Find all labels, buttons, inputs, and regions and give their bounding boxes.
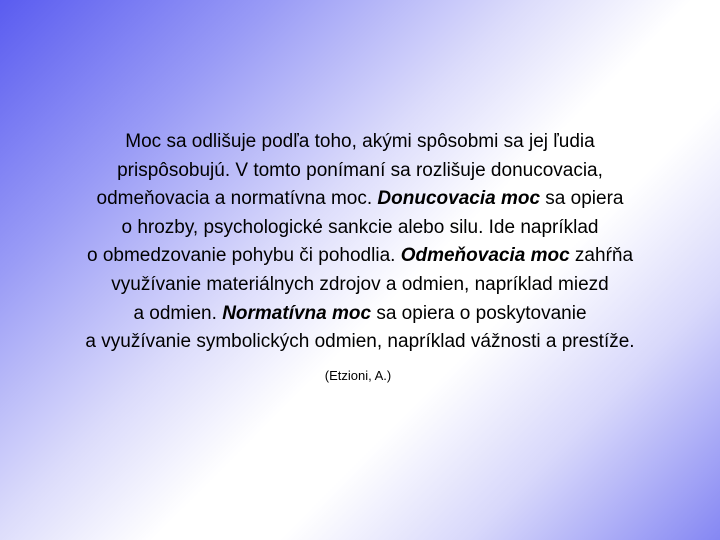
emphasized-term: Normatívna moc xyxy=(222,302,372,324)
main-paragraph xyxy=(30,128,690,357)
text-segment: a využívanie symbolických odmien, napríklad vážnosti a prestíže. xyxy=(85,331,635,353)
text-segment: sa opiera xyxy=(540,188,624,210)
text-segment: a odmien. xyxy=(133,302,223,324)
paragraph-line xyxy=(87,245,633,266)
paragraph-line xyxy=(121,217,598,238)
paragraph-line xyxy=(85,331,634,352)
paragraph-line xyxy=(125,131,594,152)
text-segment: odmeňovacia a normatívna moc. xyxy=(96,188,378,210)
emphasized-term: Donucovacia moc xyxy=(377,188,541,210)
text-segment: Moc sa odlišuje podľa toho, akými spôsobmi sa jej ľudia xyxy=(125,131,595,152)
citation: (Etzioni, A.) xyxy=(324,368,392,383)
text-segment: sa opiera o poskytovanie xyxy=(371,302,587,324)
paragraph-line xyxy=(133,303,586,324)
paragraph-line xyxy=(111,274,608,295)
text-segment: zahŕňa xyxy=(569,245,634,267)
text-segment: prispôsobujú. V tomto ponímaní sa rozlišuje donucovacia, xyxy=(117,159,603,181)
text-segment: využívanie materiálnych zdrojov a odmien, napríklad miezd xyxy=(111,273,609,295)
paragraph-line xyxy=(117,160,603,181)
paragraph-line xyxy=(97,188,624,209)
text-segment: o hrozby, psychologické sankcie alebo silu. Ide napríklad xyxy=(121,216,599,238)
text-segment: o obmedzovanie pohybu či pohodlia. xyxy=(86,245,401,267)
emphasized-term: Odmeňovacia moc xyxy=(400,245,570,267)
